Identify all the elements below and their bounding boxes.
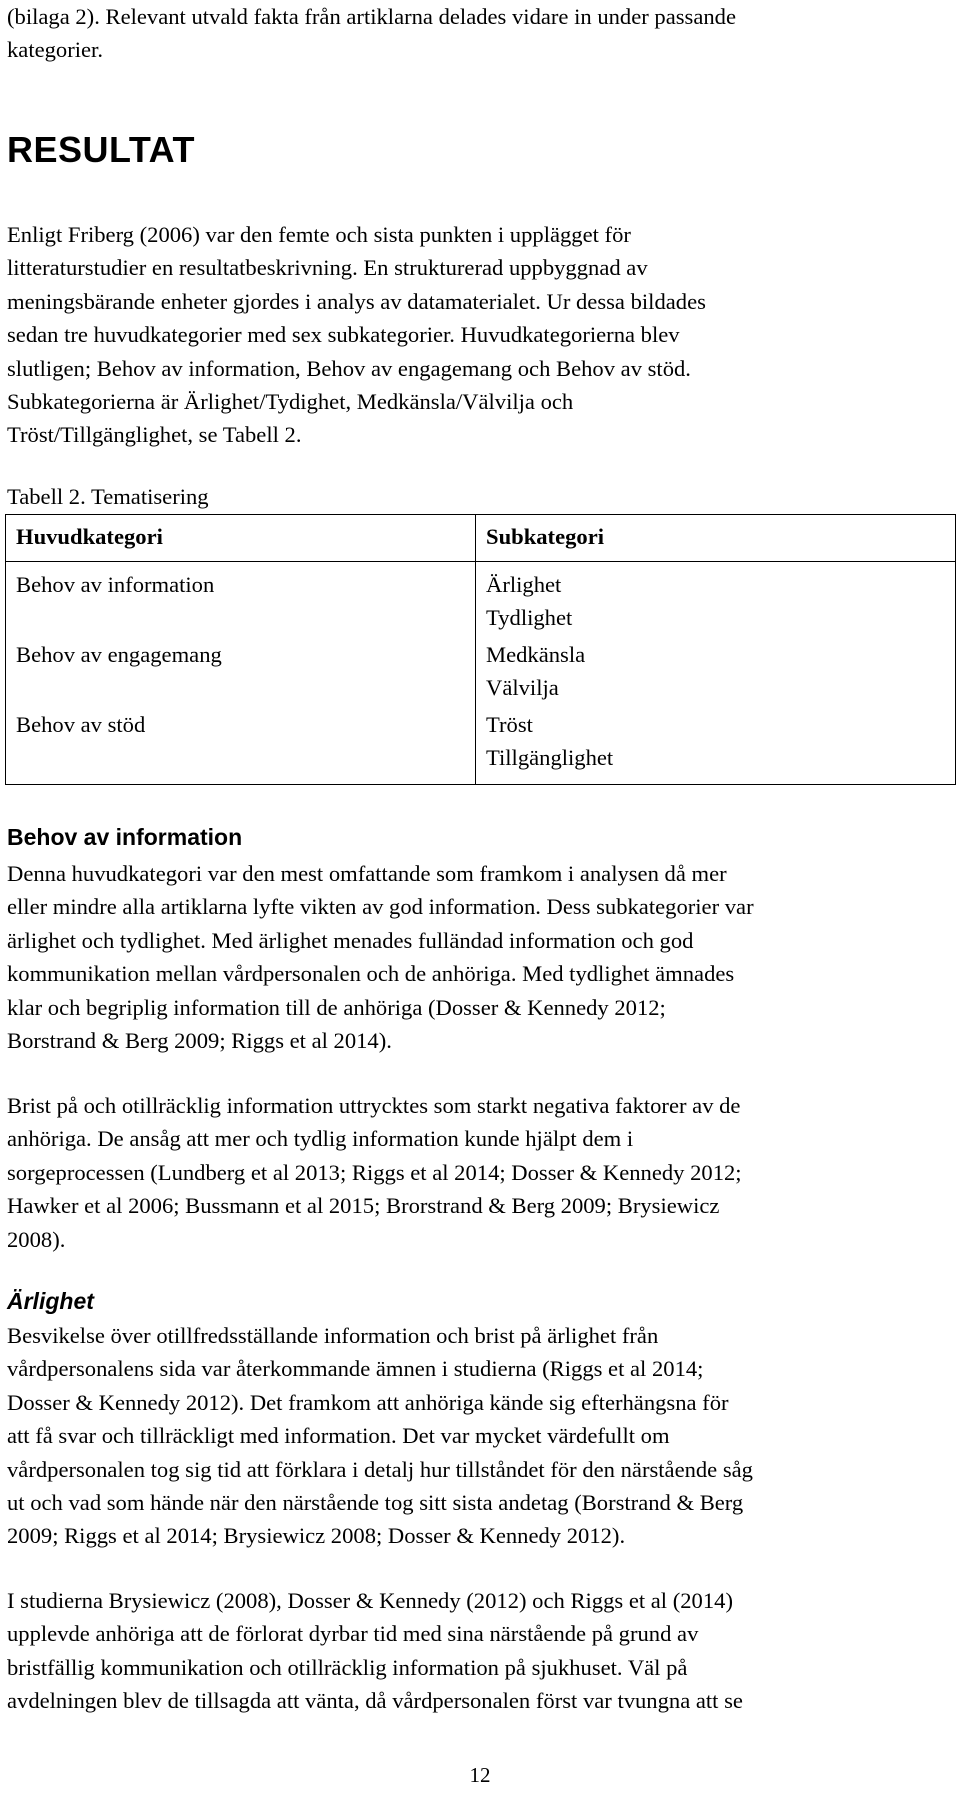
table-caption: Tabell 2. Tematisering	[7, 484, 209, 509]
text-line: (bilaga 2). Relevant utvald fakta från artiklarna delades vidare in under passande	[7, 4, 736, 29]
text-line: ärlighet och tydlighet. Med ärlighet menades fulländad information och god	[7, 927, 694, 953]
main-category-column	[6, 562, 476, 785]
text-line: Besvikelse över otillfredsställande information och brist på ärlighet från	[7, 1323, 659, 1348]
sub-category-item: Välvilja	[486, 675, 559, 701]
text-line: avdelningen blev de tillsagda att vänta, då vårdpersonalen först var tvungna att se	[7, 1688, 743, 1714]
behov-heading: Behov av information	[7, 824, 243, 850]
text-line: Brist på och otillräcklig information uttrycktes som starkt negativa faktorer av de	[7, 1093, 741, 1118]
text-line: Dosser & Kennedy 2012). Det framkom att anhöriga kände sig efterhängsna för	[7, 1389, 729, 1415]
text-line: vårdpersonalen tog sig tid att förklara i detalj hur tillståndet för den närstående såg	[7, 1456, 753, 1482]
text-line: Enligt Friberg (2006) var den femte och sista punkten i upplägget för	[7, 222, 631, 247]
theme-table	[5, 514, 956, 785]
sub-category-item: Ärlighet	[486, 572, 562, 597]
text-line: I studierna Brysiewicz (2008), Dosser & Kennedy (2012) och Riggs et al (2014)	[7, 1588, 733, 1613]
table-header-row	[6, 515, 956, 562]
sub-category-cell	[486, 638, 945, 708]
behov-paragraph-2	[7, 1089, 957, 1256]
arlighet-heading: Ärlighet	[7, 1288, 94, 1314]
text-line: eller mindre alla artiklarna lyfte vikten av god information. Dess subkategorier var	[7, 894, 754, 920]
sub-category-item: Tillgänglighet	[486, 745, 614, 771]
text-line: Denna huvudkategori var den mest omfattande som framkom i analysen då mer	[7, 861, 727, 886]
text-line: slutligen; Behov av information, Behov av engagemang och Behov av stöd.	[7, 355, 691, 381]
sub-category-column	[476, 562, 956, 785]
text-line: kommunikation mellan vårdpersonalen och de anhöriga. Med tydlighet ämnades	[7, 961, 735, 987]
text-line: upplevde anhöriga att de förlorat dyrbar tid med sina närstående på grund av	[7, 1621, 699, 1647]
sub-category-item: Tydlighet	[486, 605, 573, 631]
text-line: att få svar och tillräckligt med information. Det var mycket värdefullt om	[7, 1423, 670, 1449]
sub-category-cell	[486, 568, 945, 638]
arlighet-paragraph-2	[7, 1584, 957, 1718]
text-line: sedan tre huvudkategorier med sex subkategorier. Huvudkategorierna blev	[7, 322, 680, 348]
text-line: Borstrand & Berg 2009; Riggs et al 2014).	[7, 1028, 392, 1054]
sub-category-cell	[486, 708, 945, 774]
text-line: anhöriga. De ansåg att mer och tydlig information kunde hjälpt dem i	[7, 1126, 634, 1152]
column-header-sub: Subkategori	[476, 515, 956, 562]
text-line: sorgeprocessen (Lundberg et al 2013; Riggs et al 2014; Dosser & Kennedy 2012;	[7, 1159, 742, 1185]
text-line: ut och vad som hände när den närstående tog sitt sista andetag (Borstrand & Berg	[7, 1490, 744, 1516]
column-header-main: Huvudkategori	[6, 515, 476, 562]
main-category-cell: Behov av information	[16, 572, 215, 597]
main-category-cell: Behov av engagemang	[16, 642, 222, 667]
text-line: meningsbärande enheter gjordes i analys av datamaterialet. Ur dessa bildades	[7, 288, 706, 314]
sub-category-item: Medkänsla	[486, 642, 586, 667]
resultat-paragraph	[7, 218, 957, 452]
text-line: bristfällig kommunikation och otillräcklig information på sjukhuset. Väl på	[7, 1654, 688, 1680]
text-line: Hawker et al 2006; Bussmann et al 2015; Brorstrand & Berg 2009; Brysiewicz	[7, 1193, 720, 1219]
arlighet-paragraph-1	[7, 1319, 957, 1553]
sub-category-item: Tröst	[486, 712, 533, 737]
text-line: kategorier.	[7, 37, 103, 63]
text-line: 2008).	[7, 1226, 66, 1252]
behov-paragraph-1	[7, 857, 957, 1057]
text-line: Subkategorierna är Ärlighet/Tydighet, Medkänsla/Välvilja och	[7, 389, 574, 415]
text-line: litteraturstudier en resultatbeskrivning. En strukturerad uppbyggnad av	[7, 255, 648, 281]
page-number: 12	[469, 1763, 491, 1787]
intro-paragraph	[7, 0, 957, 67]
main-category-cell: Behov av stöd	[16, 712, 146, 737]
text-line: klar och begriplig information till de anhöriga (Dosser & Kennedy 2012;	[7, 994, 666, 1020]
section-title: RESULTAT	[7, 129, 195, 170]
text-line: vårdpersonalens sida var återkommande ämnen i studierna (Riggs et al 2014;	[7, 1356, 704, 1382]
text-line: Tröst/Tillgänglighet, se Tabell 2.	[7, 422, 302, 448]
table-row	[6, 562, 956, 785]
text-line: 2009; Riggs et al 2014; Brysiewicz 2008; Dosser & Kennedy 2012).	[7, 1523, 626, 1549]
